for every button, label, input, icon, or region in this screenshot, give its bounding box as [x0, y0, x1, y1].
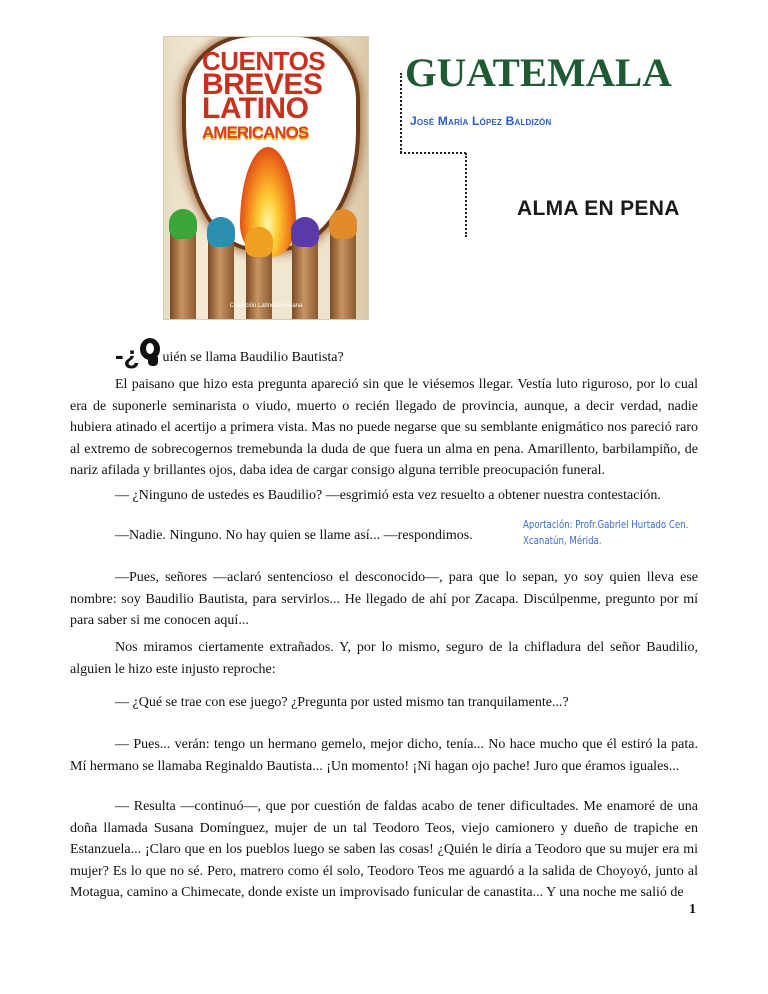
cover-publisher: Coedición Latinoamericana: [229, 303, 303, 309]
cover-title: [202, 46, 369, 145]
paragraph: [70, 796, 698, 904]
opening-text: uién se llama Baudilio Bautista?: [162, 350, 344, 365]
book-cover-image: [163, 36, 369, 320]
paragraph-text: — Pues... verán: tengo un hermano gemelo, mejor dicho, tenía... No hace mucho que él estiró la pata. Mí hermano se llamaba Reginaldo Bautista... ¡Un momento! ¡Ni hagan ojo pache! Juro que éramos iguales...: [70, 737, 698, 774]
paragraph-text: — ¿Qué se trae con ese juego? ¿Pregunta por usted mismo tan tranquilamente...?: [115, 695, 569, 710]
paragraph-text: —Pues, señores —aclaró sentencioso el desconocido—, para que lo sepan, yo soy quien lleva ese nombre: soy Baudilio Bautista, para servirlos... He llegado de ahí por Zacapa. Discúlpenme, pregunto por mí para saber si me conocen aquí...: [70, 570, 698, 628]
cover-title-line: CUENTOS: [202, 46, 326, 76]
dotted-divider: [400, 73, 402, 153]
paragraph: [70, 567, 698, 632]
opening-prefix: -¿: [115, 340, 140, 370]
opening-line: [115, 332, 344, 368]
country-heading: GUATEMALA: [405, 50, 672, 95]
paragraph: [70, 485, 698, 507]
paragraph: [70, 692, 698, 714]
cover-title-line: AMERICANOS: [202, 123, 309, 142]
cover-title-line: BREVES: [202, 68, 323, 101]
paragraph-text: — ¿Ninguno de ustedes es Baudilio? —esgrimió esta vez resuelto a obtener nuestra contestación.: [115, 488, 661, 503]
dropcap-q-icon: [140, 338, 162, 368]
dotted-divider: [465, 153, 467, 237]
dotted-divider: [400, 152, 466, 154]
note-line: Xcanatún, Mérida.: [523, 535, 602, 547]
paragraph: [70, 374, 698, 482]
paragraph-text: El paisano que hizo esta pregunta apareció sin que le viésemos llegar. Vestía luto riguroso, por lo cual era de suponerle seminarista o viudo, muerto o recién llegado de provincia, aunque, a decir verdad, nadie hubiera atinado el acertijo a primera vista. Mas no puede negarse que su semblante enigmático nos pareció raro al extremo de sobrecogernos tremebunda la duda de que fuera un alma en pena. Amarillento, barbilampiño, de nariz afilada y brillantes ojos, daba idea de cargar consigo alguna terrible preocupación funeral.: [70, 377, 698, 478]
paragraph: [70, 637, 698, 680]
author-name-text: José María López Baldizón: [410, 114, 552, 128]
contribution-note: [523, 517, 688, 549]
paragraph: [70, 734, 698, 777]
cover-title-line: LATINO: [202, 92, 309, 125]
story-title: ALMA EN PENA: [517, 197, 680, 220]
note-line: Aportación: Profr.Gabriel Hurtado Cen.: [523, 519, 689, 531]
paragraph-text: Nos miramos ciertamente extrañados. Y, por lo mismo, seguro de la chifladura del señor Baudilio, alguien le hizo este injusto reproche:: [70, 640, 698, 677]
paragraph-text: — Resulta —continuó—, que por cuestión de faldas acabo de tener dificultades. Me enamoré de una doña llamada Susana Domínguez, mujer de un tal Teodoro Teos, viejo camionero y dueño de trapiche en Estanzuela... ¡Claro que en los pueblos luego se saben las cosas! ¿Quién le diría a Teodoro que su mujer era mi mujer? Es lo que no sé. Pero, matrero como él solo, Teodoro Teos me aguardó a la salida de Choyoyó, junto al Motagua, camino a Chimecate, donde existe un improvisado funicular de canastita... Y una noche me salió de: [70, 799, 698, 900]
paragraph-text: —Nadie. Ninguno. No hay quien se llame así... —respondimos.: [115, 528, 473, 543]
author-name: [410, 114, 551, 128]
page-number: 1: [689, 902, 696, 917]
